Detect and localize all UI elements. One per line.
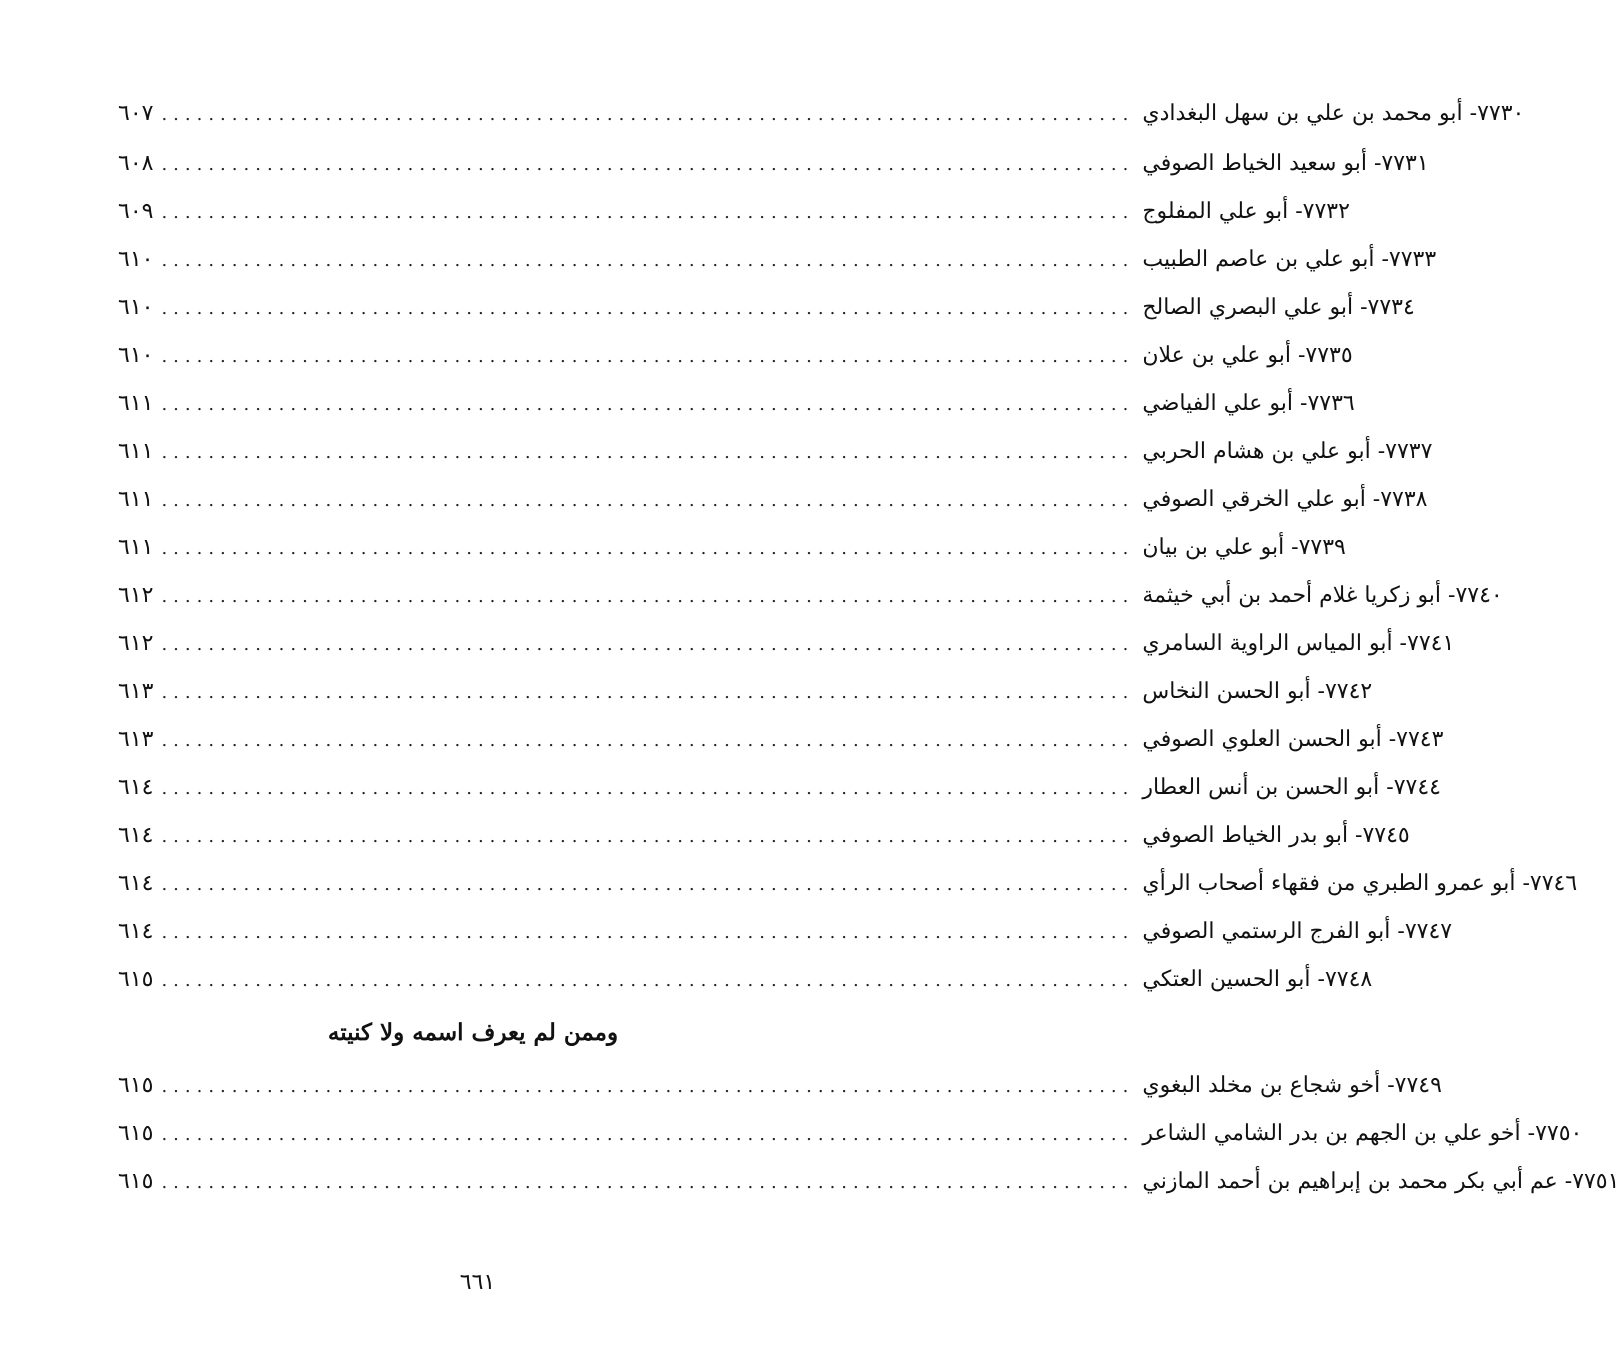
leader-dots: ................................................................................... bbox=[161, 826, 1135, 847]
entry-page-number: ٦١٢ bbox=[118, 631, 154, 656]
toc-entry bbox=[118, 236, 1437, 284]
entry-page-number: ٦١٤ bbox=[118, 823, 154, 848]
entry-title: ٧٧٤٣- أبو الحسن العلوي الصوفي bbox=[1142, 727, 1444, 752]
page-number: ٦٦١ bbox=[459, 1270, 496, 1295]
entry-page-number: ٦١١ bbox=[118, 439, 154, 464]
leader-dots: ................................................................................... bbox=[161, 202, 1135, 223]
entry-page-number: ٦١١ bbox=[118, 391, 154, 416]
leader-dots: ................................................................................... bbox=[161, 730, 1135, 751]
entry-page-number: ٦٠٩ bbox=[118, 199, 154, 224]
entry-title: ٧٧٣٩- أبو علي بن بيان bbox=[1142, 535, 1346, 560]
table-of-contents bbox=[118, 90, 1619, 1206]
leader-dots: ................................................................................... bbox=[161, 298, 1135, 319]
entry-title: ٧٧٥٠- أخو علي بن الجهم بن بدر الشامي الشاعر bbox=[1142, 1121, 1583, 1146]
entry-title: ٧٧٥١- عم أبي بكر محمد بن إبراهيم بن أحمد المازني bbox=[1142, 1169, 1619, 1194]
entry-title: ٧٧٤٢- أبو الحسن النخاس bbox=[1142, 679, 1373, 704]
entry-title: ٧٧٤٧- أبو الفرج الرستمي الصوفي bbox=[1142, 919, 1453, 944]
leader-dots: ................................................................................... bbox=[161, 1124, 1135, 1145]
entry-title: ٧٧٤٩- أخو شجاع بن مخلد البغوي bbox=[1142, 1073, 1442, 1098]
leader-dots: ................................................................................... bbox=[161, 154, 1135, 175]
toc-entry bbox=[118, 908, 1453, 956]
entry-page-number: ٦١١ bbox=[118, 535, 154, 560]
entry-page-number: ٦١٤ bbox=[118, 871, 154, 896]
section-heading: وممن لم يعرف اسمه ولا كنيته bbox=[327, 1019, 619, 1046]
toc-entry bbox=[118, 1062, 1442, 1110]
toc-entry bbox=[118, 140, 1429, 188]
leader-dots: ................................................................................... bbox=[161, 538, 1135, 559]
toc-entry bbox=[118, 524, 1346, 572]
entry-page-number: ٦١٠ bbox=[118, 295, 154, 320]
toc-entry bbox=[118, 1158, 1619, 1206]
entry-page-number: ٦١٤ bbox=[118, 775, 154, 800]
entry-title: ٧٧٤٠- أبو زكريا غلام أحمد بن أبي خيثمة bbox=[1142, 583, 1503, 608]
toc-entry bbox=[118, 716, 1444, 764]
entry-title: ٧٧٣٠- أبو محمد بن علي بن سهل البغدادي bbox=[1142, 101, 1525, 126]
entry-page-number: ٦١٥ bbox=[118, 1073, 154, 1098]
entry-title: ٧٧٣٧- أبو علي بن هشام الحربي bbox=[1142, 439, 1433, 464]
entry-page-number: ٦١٠ bbox=[118, 343, 154, 368]
entry-title: ٧٧٤٤- أبو الحسن بن أنس العطار bbox=[1142, 775, 1441, 800]
entry-page-number: ٦٠٨ bbox=[118, 151, 154, 176]
entry-title: ٧٧٣٨- أبو علي الخرقي الصوفي bbox=[1142, 487, 1428, 512]
toc-entry bbox=[118, 380, 1355, 428]
toc-entry bbox=[118, 764, 1441, 812]
leader-dots: ................................................................................... bbox=[161, 1076, 1135, 1097]
entry-title: ٧٧٣٥- أبو علي بن علان bbox=[1142, 343, 1353, 368]
leader-dots: ................................................................................... bbox=[161, 104, 1135, 125]
entry-title: ٧٧٣٢- أبو علي المفلوج bbox=[1142, 199, 1350, 224]
toc-entry bbox=[118, 90, 1525, 140]
entry-page-number: ٦١٠ bbox=[118, 247, 154, 272]
toc-entry bbox=[118, 188, 1350, 236]
leader-dots: ................................................................................... bbox=[161, 922, 1135, 943]
entry-page-number: ٦١٣ bbox=[118, 679, 154, 704]
leader-dots: ................................................................................... bbox=[161, 250, 1135, 271]
toc-entry bbox=[118, 956, 1373, 1004]
leader-dots: ................................................................................... bbox=[161, 442, 1135, 463]
entry-title: ٧٧٤٦- أبو عمرو الطبري من فقهاء أصحاب الرأي bbox=[1142, 871, 1578, 896]
toc-entry bbox=[118, 332, 1353, 380]
toc-entry bbox=[118, 476, 1428, 524]
toc-entry bbox=[118, 812, 1410, 860]
leader-dots: ................................................................................... bbox=[161, 682, 1135, 703]
entry-title: ٧٧٣٤- أبو علي البصري الصالح bbox=[1142, 295, 1415, 320]
leader-dots: ................................................................................... bbox=[161, 634, 1135, 655]
entry-page-number: ٦١٥ bbox=[118, 967, 154, 992]
leader-dots: ................................................................................... bbox=[161, 778, 1135, 799]
toc-entry bbox=[118, 284, 1415, 332]
entry-title: ٧٧٤٨- أبو الحسين العتكي bbox=[1142, 967, 1373, 992]
leader-dots: ................................................................................... bbox=[161, 586, 1135, 607]
entry-page-number: ٦١٥ bbox=[118, 1121, 154, 1146]
entry-title: ٧٧٣٣- أبو علي بن عاصم الطبيب bbox=[1142, 247, 1437, 272]
entry-title: ٧٧٤١- أبو المياس الراوية السامري bbox=[1142, 631, 1455, 656]
leader-dots: ................................................................................... bbox=[161, 874, 1135, 895]
toc-entry bbox=[118, 620, 1455, 668]
entry-page-number: ٦٠٧ bbox=[118, 101, 154, 126]
entry-page-number: ٦١٣ bbox=[118, 727, 154, 752]
toc-entry bbox=[118, 572, 1503, 620]
leader-dots: ................................................................................... bbox=[161, 1172, 1135, 1193]
leader-dots: ................................................................................... bbox=[161, 346, 1135, 367]
entry-page-number: ٦١٢ bbox=[118, 583, 154, 608]
entry-page-number: ٦١١ bbox=[118, 487, 154, 512]
leader-dots: ................................................................................... bbox=[161, 394, 1135, 415]
toc-entry bbox=[118, 428, 1433, 476]
leader-dots: ................................................................................... bbox=[161, 490, 1135, 511]
entry-title: ٧٧٤٥- أبو بدر الخياط الصوفي bbox=[1142, 823, 1410, 848]
entry-title: ٧٧٣١- أبو سعيد الخياط الصوفي bbox=[1142, 151, 1429, 176]
entry-page-number: ٦١٥ bbox=[118, 1169, 154, 1194]
entry-title: ٧٧٣٦- أبو علي الفياضي bbox=[1142, 391, 1355, 416]
toc-entry bbox=[118, 668, 1373, 716]
leader-dots: ................................................................................... bbox=[161, 970, 1135, 991]
toc-entry bbox=[118, 1110, 1583, 1158]
toc-entry bbox=[118, 860, 1578, 908]
entry-page-number: ٦١٤ bbox=[118, 919, 154, 944]
